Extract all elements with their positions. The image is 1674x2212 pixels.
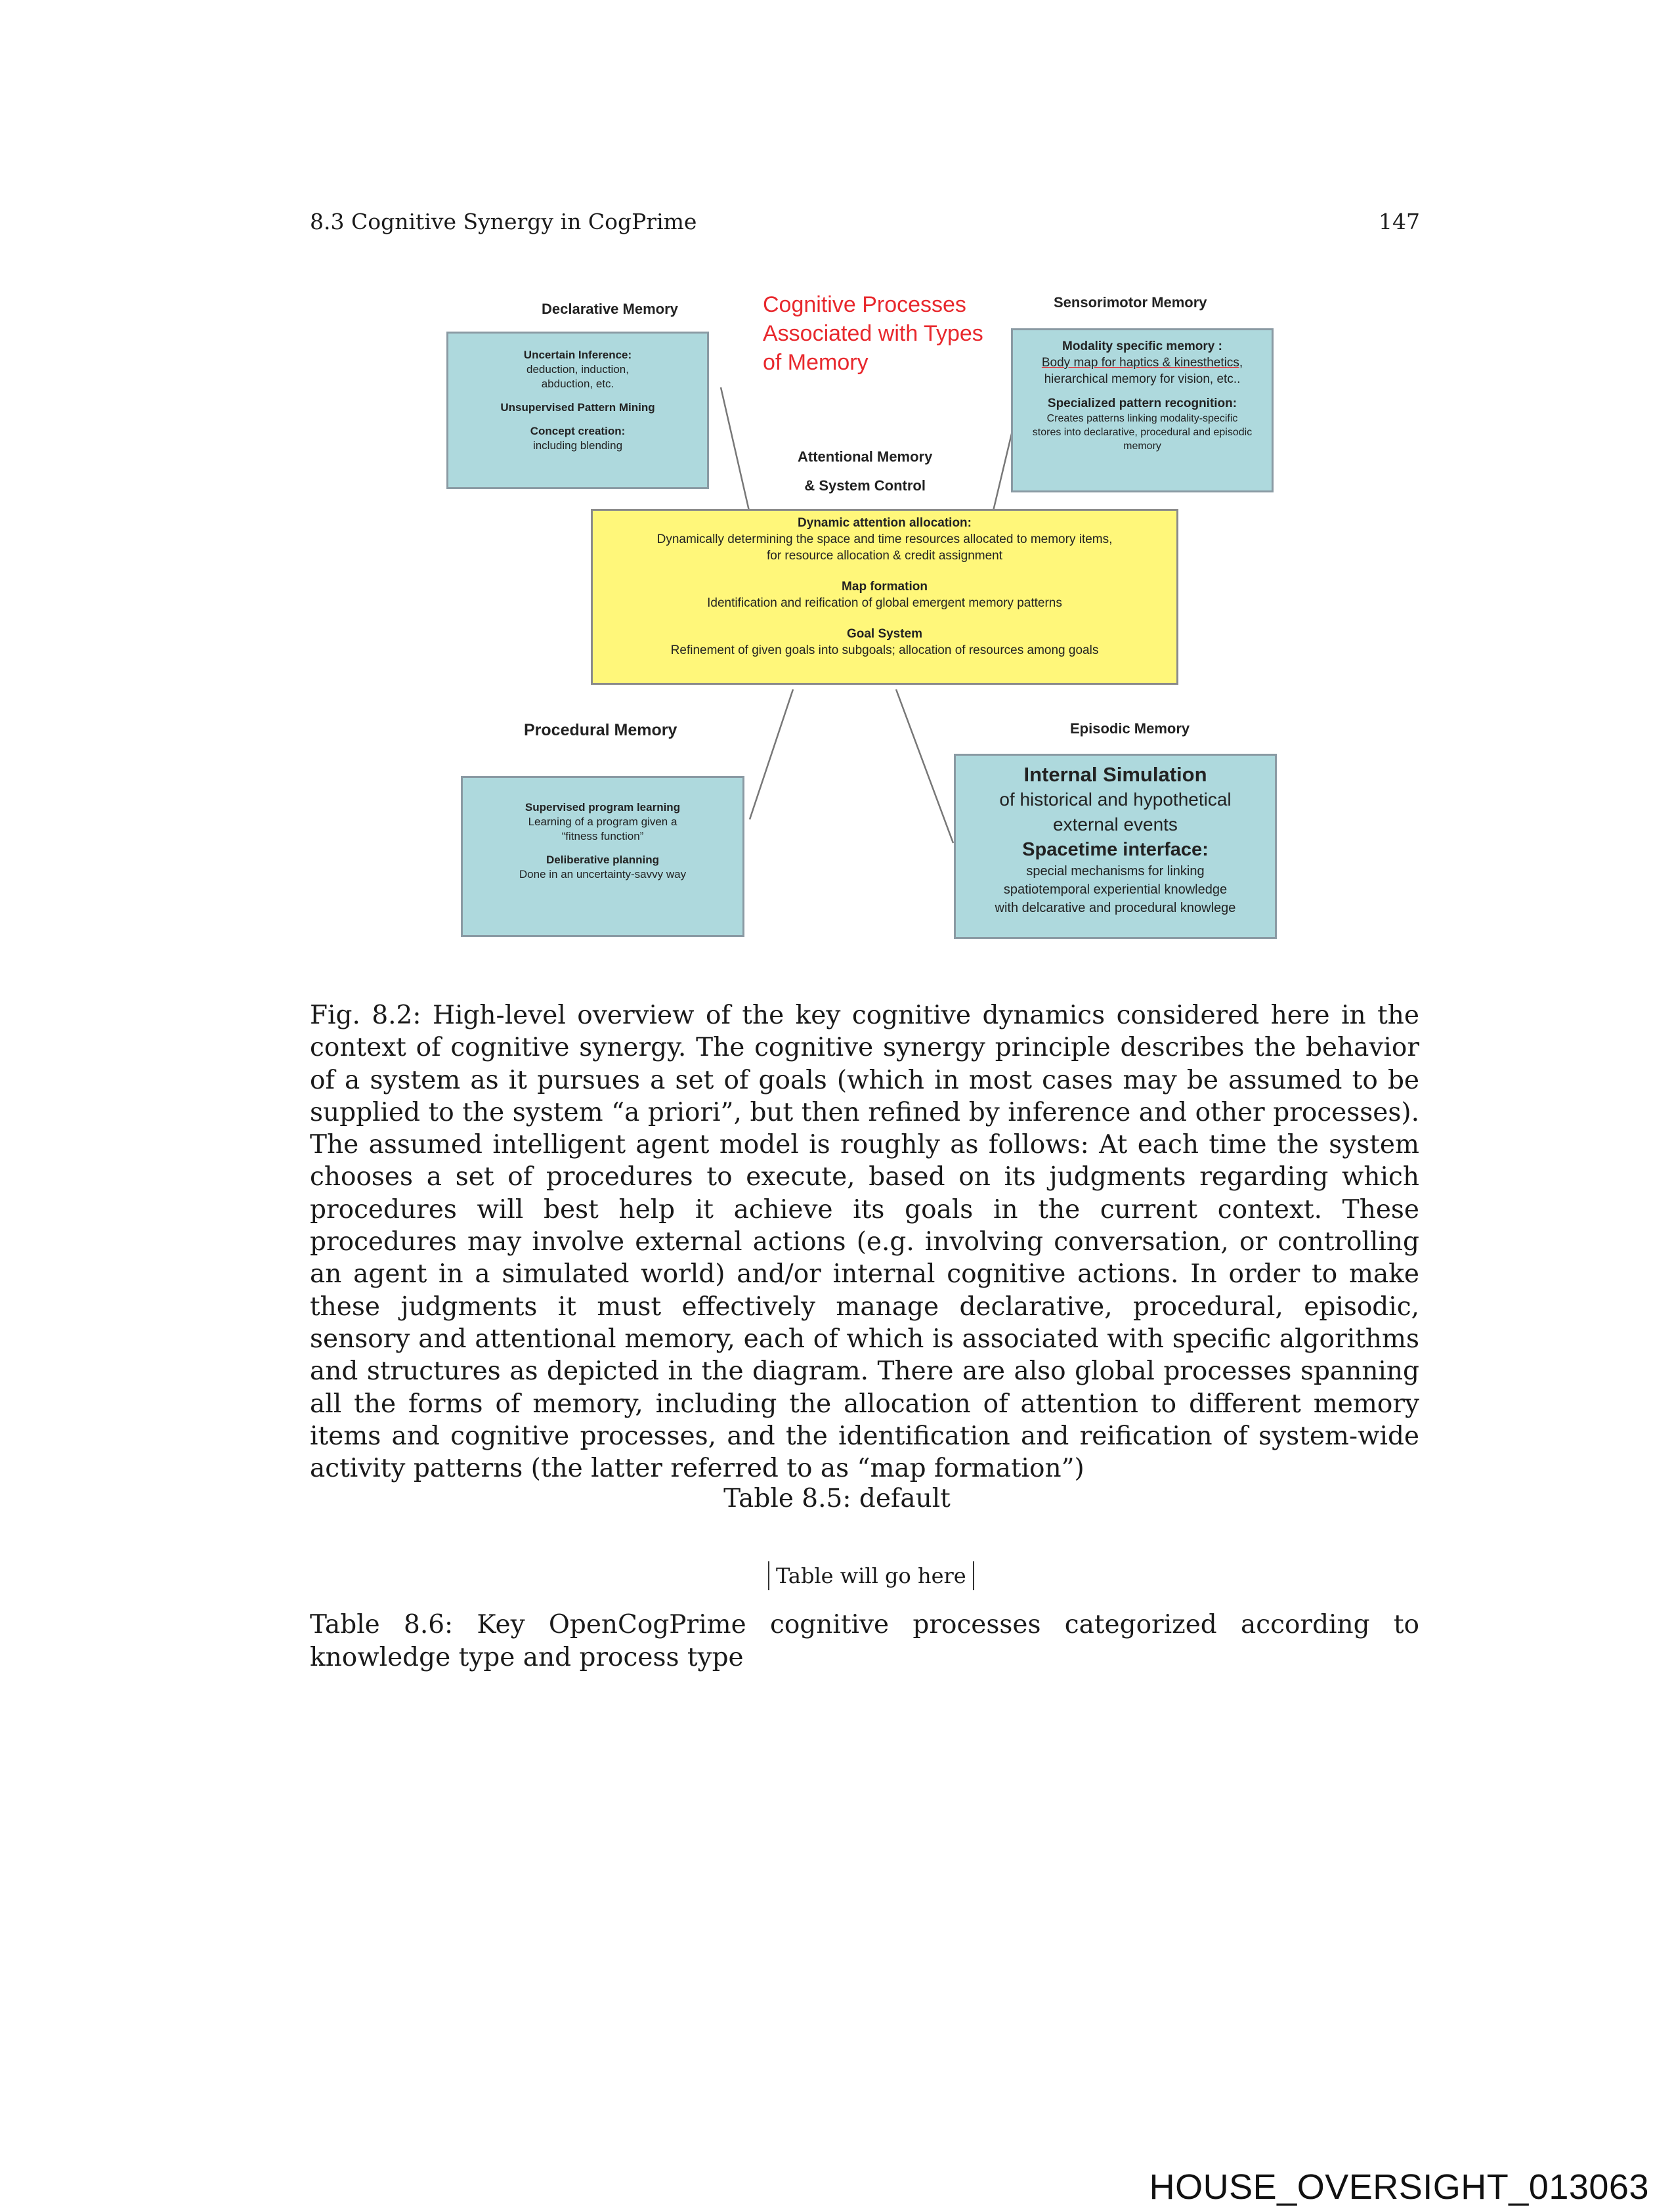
sensorimotor-memory-box: [1011, 328, 1274, 492]
diagram-title-line: Cognitive Processes: [763, 292, 966, 317]
box-text: Done in an uncertainty-savvy way: [519, 868, 687, 880]
sensorimotor-memory-label: Sensorimotor Memory: [1054, 294, 1207, 311]
table-8-6-caption: Table 8.6: Key OpenCogPrime cognitive processes categorized according to knowledge type and process type: [310, 1610, 1419, 1672]
box-text: Learning of a program given a: [528, 815, 677, 828]
diagram-title: [763, 290, 983, 377]
box-text: external events: [1053, 814, 1178, 835]
running-head: 8.3 Cognitive Synergy in CogPrime: [310, 209, 697, 234]
box-heading: Uncertain Inference:: [523, 349, 632, 361]
box-text: memory: [1123, 441, 1161, 452]
attentional-memory-label: [798, 443, 932, 500]
box-text: stores into declarative, procedural and episodic: [1032, 427, 1253, 438]
box-heading: Concept creation:: [530, 425, 626, 437]
connector-episodic: [896, 689, 953, 843]
box-text: Dynamically determining the space and time resources allocated to memory items,: [656, 532, 1113, 546]
box-heading: Goal System: [846, 627, 923, 641]
box-text: of historical and hypothetical: [999, 789, 1232, 810]
box-text: for resource allocation & credit assignment: [766, 549, 1003, 563]
document-id-stamp: HOUSE_OVERSIGHT_013063: [1149, 2167, 1649, 2207]
box-text: hierarchical memory for vision, etc..: [1044, 372, 1241, 386]
diagram-title-line: of Memory: [763, 350, 869, 375]
procedural-memory-label: Procedural Memory: [524, 721, 677, 739]
box-text: abduction, etc.: [541, 378, 614, 390]
box-heading: Supervised program learning: [525, 801, 681, 813]
figure-caption: Fig. 8.2: High-level overview of the key cognitive dynamics considered here in the context of cognitive synergy. The cognitive synergy principle describes the behavior of a system as it pursues a set of goals (which in most cases may be assumed to be supplied to the system “a priori”, but then refined by inference and other processes). The assumed intelligent agent model is roughly as follows: At each time the system chooses a set of procedures to execute, based on its judgments regarding which procedures will best help it achieve its goals in the current context. These procedures may involve external actions (e.g. involving conversation, or controlling an agent in a simulated world) and/or internal cognitive actions. In order to make these judgments it must effectively manage declarative, procedural, episodic, sensory and attentional memory, each of which is associated with specific algorithms and structures as depicted in the diagram. There are also global processes spanning all the forms of memory, including the allocation of attention to different memory items and cognitive processes, and the identification and reification of system-wide activity patterns (the latter referred to as “map formation”): [310, 1001, 1419, 1484]
attentional-label-line: & System Control: [804, 477, 926, 494]
episodic-memory-box: [954, 754, 1277, 939]
connector-procedural: [750, 689, 793, 819]
diagram-title-line: Associated with Types: [763, 321, 983, 346]
box-text: “fitness function”: [561, 830, 644, 842]
box-heading: Unsupervised Pattern Mining: [500, 401, 655, 414]
page-number: 147: [1379, 209, 1420, 234]
box-heading: Map formation: [842, 580, 928, 594]
declarative-memory-box: [446, 332, 709, 489]
box-heading: Internal Simulation: [1023, 763, 1207, 786]
box-heading: Dynamic attention allocation:: [798, 516, 972, 530]
table-placeholder: Table will go here: [768, 1561, 974, 1590]
episodic-memory-label: Episodic Memory: [1070, 720, 1190, 737]
box-text: Refinement of given goals into subgoals; allocation of resources among goals: [670, 643, 1099, 657]
box-text: with delcarative and procedural knowlege: [995, 901, 1236, 915]
box-text: special mechanisms for linking: [1026, 864, 1205, 878]
box-heading: Deliberative planning: [546, 854, 659, 866]
connector-declarative: [721, 387, 750, 513]
box-text: including blending: [532, 439, 623, 452]
procedural-memory-box: [461, 776, 744, 937]
box-text: Creates patterns linking modality-specific: [1046, 413, 1238, 424]
figure-diagram: [433, 282, 1313, 959]
box-heading: Spacetime interface:: [1022, 839, 1209, 860]
box-heading: Specialized pattern recognition:: [1047, 397, 1237, 410]
box-text: Identification and reification of global emergent memory patterns: [707, 596, 1062, 610]
box-text: spatiotemporal experiential knowledge: [1003, 882, 1228, 897]
box-text: deduction, induction,: [526, 363, 629, 376]
table-8-5-caption: Table 8.5: default: [723, 1484, 951, 1513]
declarative-memory-label: Declarative Memory: [542, 301, 678, 317]
attentional-label-line: Attentional Memory: [798, 448, 933, 465]
box-text: Body map for haptics & kinesthetics,: [1041, 356, 1243, 370]
box-heading: Modality specific memory :: [1062, 339, 1222, 353]
attentional-memory-box: [591, 509, 1178, 685]
